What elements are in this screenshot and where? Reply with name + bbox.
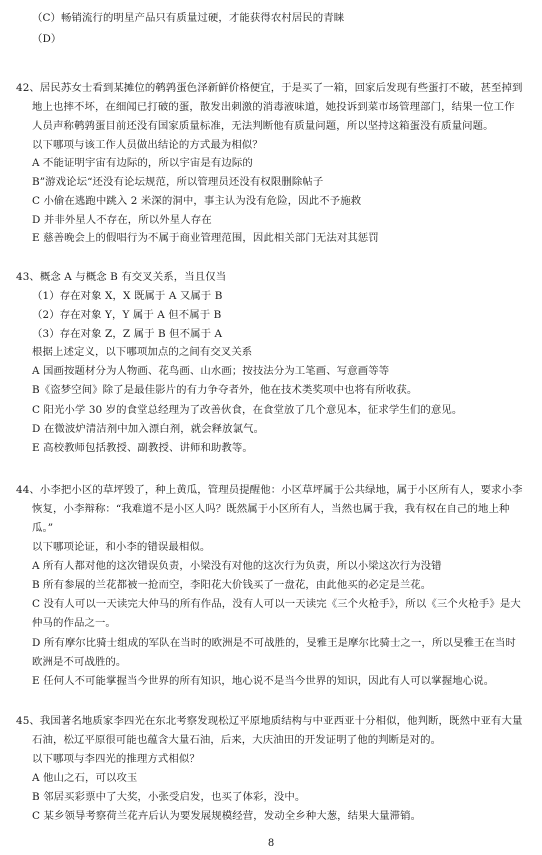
q44-stem-line: 瓜。”: [32, 522, 54, 534]
q45-option-a: A 他山之石，可以攻玉: [32, 772, 138, 784]
q43-stem: 43、概念 A 与概念 B 有交叉关系，当且仅当: [16, 271, 227, 283]
page-number: 8: [267, 838, 275, 849]
q43-condition-2: （2）存在对象 Y，Y 属于 A 但不属于 B: [32, 309, 222, 321]
q45-stem-line: 45、我国著名地质家李四光在东北考察发现松辽平原地质结构与中亚西亚十分相似，他判断，既然中亚有大量: [16, 715, 523, 727]
q44-option-d-cont: 欧洲是不可战胜的。: [32, 656, 127, 668]
q42-stem-line: 人员声称鹌鹑蛋目前还没有国家质量标准，无法判断他有质量问题，所以坚持这箱蛋没有质量问题。: [32, 120, 494, 132]
q42-option-e: E 慈善晚会上的假唱行为不属于商业管理范围，因此相关部门无法对其惩罚: [32, 232, 379, 244]
q44-stem-line: 44、小李把小区的草坪毁了，种上黄瓜，管理员提醒他：小区草坪属于公共绿地，属于小区所有人，要求小李: [16, 484, 523, 496]
q42-stem-line: 地上也摔不坏，在细闻已打破的蛋，散发出刺激的消毒液味道，她投诉到菜市场管理部门，结果一位工作: [32, 101, 515, 113]
q42-stem-line: 42、居民苏女士看到某摊位的鹌鹑蛋色泽新鲜价格便宜，于是买了一箱，回家后发现有些蛋打不破，甚至掉到: [16, 82, 523, 94]
q44-option-d: D 所有摩尔比骑士组成的军队在当时的欧洲是不可战胜的，旻雅王是摩尔比骑士之一，所以旻雅王在当时: [32, 637, 516, 649]
q45-stem-line: 石油，松辽平原很可能也蕴含大量石油，后来，大庆油田的开发证明了他的判断是对的。: [32, 734, 442, 746]
q43-condition-3: （3）存在对象 Z，Z 属于 B 但不属于 A: [32, 328, 223, 340]
q45-option-c: C 某乡领导考察荷兰花卉后认为要发展规模经营，发动全乡种大葱，结果大量滞销。: [32, 810, 422, 822]
q42-option-c: C 小偷在逃跑中跳入 2 米深的洞中，事主认为没有危险，因此不予施救: [32, 195, 362, 207]
q43-condition-1: （1）存在对象 X，X 既属于 A 又属于 B: [32, 290, 223, 302]
q43-option-a: A 国画按题材分为人物画、花鸟画、山水画；按技法分为工笔画、写意画等等: [32, 365, 390, 377]
q43-prompt: 根据上述定义，以下哪项加点的之间有交叉关系: [32, 346, 253, 358]
q42-option-d: D 并非外星人不存在，所以外星人存在: [32, 214, 212, 226]
q44-prompt: 以下哪项论证，和小李的错误最相似。: [32, 541, 211, 553]
q44-option-c-cont: 仲马的作品之一。: [32, 617, 116, 629]
q42-option-b: B”游戏论坛“还没有论坛规范，所以管理员还没有权限删除帖子: [32, 176, 324, 188]
option-c-prev: （C）畅销流行的明星产品只有质量过硬，才能获得农村居民的青睐: [32, 12, 345, 24]
q44-option-c: C 没有人可以一天读完大仲马的所有作品，没有人可以一天读完《三个火枪手》，所以《三个火枪手》是大: [32, 598, 521, 610]
q43-option-d: D 在微波炉清洁剂中加入漂白剂，就会释放氯气。: [32, 423, 265, 435]
q43-option-b: B《盗梦空间》除了是最佳影片的有力争夺者外，他在技术类奖项中也将有所收获。: [32, 384, 418, 396]
q45-prompt: 以下哪项与李四光的推理方式相似？: [32, 753, 200, 765]
q44-option-e: E 任何人不可能掌握当今世界的所有知识，地心说不是当今世界的知识，因此有人可以掌握地心说。: [32, 675, 495, 687]
q42-prompt: 以下哪项与该工作人员做出结论的方式最为相似？: [32, 139, 263, 151]
q43-option-c: C 阳光小学 30 岁的食堂总经理为了改善伙食，在食堂放了几个意见本，征求学生们的意见。: [32, 404, 463, 416]
q43-option-e: E 高校教师包括教授、副教授、讲师和助教等。: [32, 442, 253, 454]
q44-option-b: B 所有参展的兰花都被一抢而空，李阳花大价钱买了一盘花，由此他买的必定是兰花。: [32, 579, 432, 591]
q45-option-b: B 邻居买彩票中了大奖，小张受启发，也买了体彩，没中。: [32, 791, 306, 803]
q44-stem-line: 恢复，小李辩称：“我难道不是小区人吗？既然属于小区所有人，当然也属于我，我有权在自己的地上种: [32, 503, 510, 515]
option-d-prev: （D）: [32, 33, 62, 45]
q42-option-a: A 不能证明宇宙有边际的，所以宇宙是有边际的: [32, 157, 253, 169]
q44-option-a: A 所有人都对他的这次错误负责，小梁没有对他的这次行为负责，所以小梁这次行为没错: [32, 560, 442, 572]
